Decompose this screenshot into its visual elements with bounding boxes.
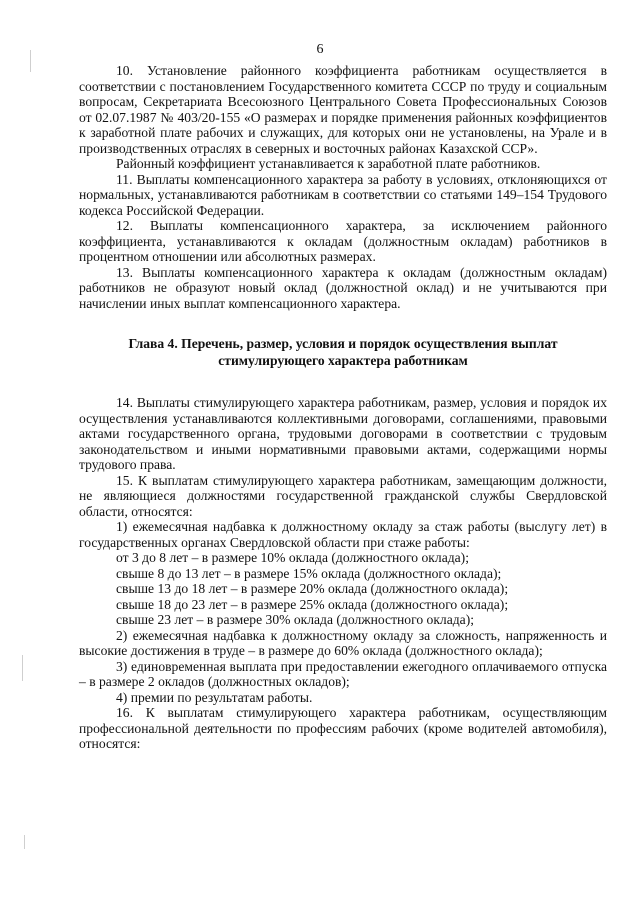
- seniority-line: свыше 23 лет – в размере 30% оклада (должностного оклада);: [116, 612, 474, 627]
- paragraph-16: 16. К выплатам стимулирующего характера работникам, осуществляющим профессиональной деятельности по профессиям рабочих (кроме водителей автомобиля), относятся:: [79, 705, 607, 751]
- seniority-line: свыше 13 до 18 лет – в размере 20% оклада (должностного оклада);: [116, 581, 509, 596]
- paragraph-district-coefficient: Районный коэффициент устанавливается к заработной плате работников.: [116, 156, 541, 171]
- paragraph-12: 12. Выплаты компенсационного характера, за исключением районного коэффициента, устанавливаются к окладам (должностным окладам) работников в процентном отношении или абсолютных размерах.: [79, 218, 607, 264]
- scan-mark: [24, 835, 25, 849]
- chapter-heading: Глава 4. Перечень, размер, условия и порядок осуществления выплат стимулирующего характера работникам: [128, 336, 558, 368]
- paragraph-15: 15. К выплатам стимулирующего характера работникам, замещающим должности, не являющиеся должностями государственной гражданской службы Свердловской области, относятся:: [79, 472, 607, 519]
- paragraph-11: 11. Выплаты компенсационного характера за работу в условиях, отклоняющихся от нормальных, устанавливаются работникам в соответствии со статьями 149–154 Трудового кодекса Российской Федерации.: [79, 171, 607, 218]
- paragraph-10: 10. Установление районного коэффициента работникам осуществляется в соответствии с постановлением Государственного комитета СССР по труду и социальным вопросам, Секретариата Всесоюзного Центрального Совета Профессиональных Союзов от 02.07.1987 № 403/20-155 «О размерах и порядке применения районных коэффициентов к заработной плате рабочих и служащих, для которых они не установлены, на Урале и в производственных отраслях в северных и восточных районах Казахской ССР».: [79, 63, 607, 156]
- item-1: 1) ежемесячная надбавка к должностному окладу за стаж работы (выслугу лет) в государственных органах Свердловской области при стаже работы:: [79, 519, 607, 550]
- item-4: 4) премии по результатам работы.: [116, 689, 313, 705]
- scan-mark: [22, 655, 23, 681]
- seniority-line: свыше 8 до 13 лет – в размере 15% оклада (должностного оклада);: [116, 565, 502, 581]
- paragraph-14: 14. Выплаты стимулирующего характера работникам, размер, условия и порядок их осуществления устанавливаются коллективными договорами, соглашениями, правовыми актами государственного органа, трудовыми договорами в соответствии с трудовым законодательством и иными нормативными правовыми актами, содержащими нормы трудового права.: [79, 395, 607, 472]
- item-3: 3) единовременная выплата при предоставлении ежегодного оплачиваемого отпуска – в размере 2 окладов (должностных окладов);: [79, 658, 607, 689]
- seniority-line: свыше 18 до 23 лет – в размере 25% оклада (должностного оклада);: [116, 596, 509, 612]
- document-body: [79, 63, 607, 752]
- page-number: 6: [316, 42, 324, 57]
- paragraph-13: 13. Выплаты компенсационного характера к окладам (должностным окладам) работников не образуют новый оклад (должностной оклад) и не учитываются при начислении иных выплат компенсационного характера.: [79, 264, 607, 311]
- item-2: 2) ежемесячная надбавка к должностному окладу за сложность, напряженность и высокие достижения в труде – в размере до 60% оклада (должностного оклада);: [79, 627, 607, 658]
- seniority-line: от 3 до 8 лет – в размере 10% оклада (должностного оклада);: [116, 550, 469, 565]
